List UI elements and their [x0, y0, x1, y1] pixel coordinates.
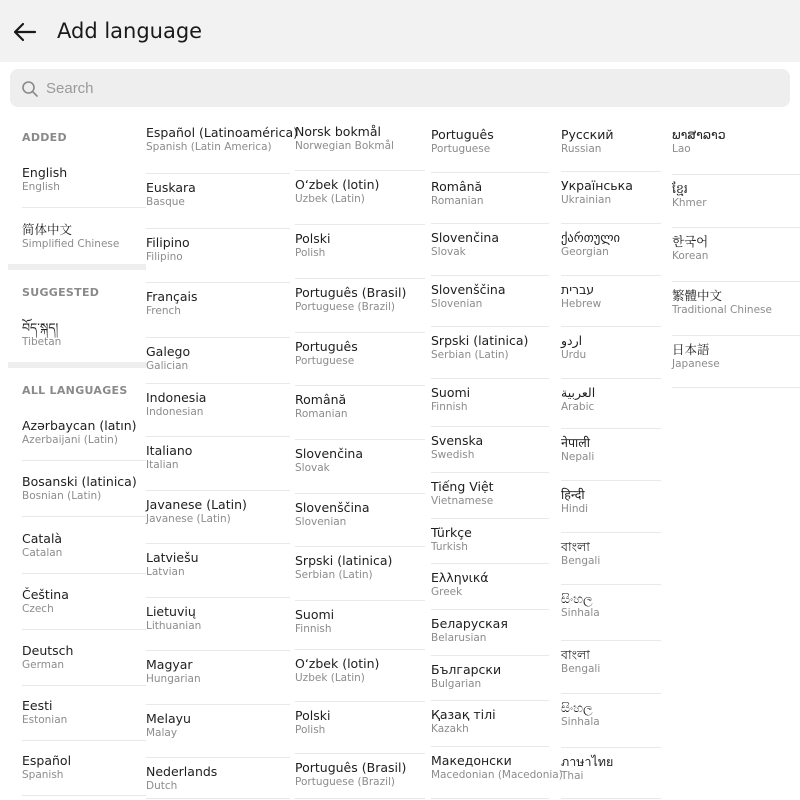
language-subtitle: Russian	[561, 143, 602, 155]
language-subtitle: Portuguese (Brazil)	[295, 776, 396, 788]
language-name: Українська	[561, 178, 633, 193]
divider	[295, 701, 425, 702]
language-name: Português	[431, 127, 494, 142]
language-name: Română	[431, 179, 483, 194]
list-item[interactable]	[561, 333, 586, 362]
language-name: Español (Latinoamérica)	[146, 125, 299, 140]
language-subtitle: Polish	[295, 247, 326, 259]
language-subtitle: Portuguese	[295, 355, 355, 367]
language-subtitle: Korean	[672, 250, 709, 262]
language-name: Azərbaycan (latın)	[22, 418, 137, 433]
list-item[interactable]	[22, 474, 137, 503]
list-item[interactable]	[146, 390, 206, 419]
list-item[interactable]	[22, 531, 62, 560]
list-item[interactable]	[431, 282, 506, 311]
list-item[interactable]	[431, 753, 563, 782]
section-label-suggested: SUGGESTED	[22, 286, 100, 299]
divider	[146, 704, 290, 705]
divider	[561, 378, 661, 379]
list-item[interactable]	[295, 339, 358, 368]
list-item[interactable]	[431, 433, 483, 462]
language-subtitle: Kazakh	[431, 723, 469, 735]
language-subtitle: English	[22, 181, 60, 193]
list-item[interactable]	[431, 230, 499, 259]
divider	[672, 335, 800, 336]
language-subtitle: Bengali	[561, 555, 601, 567]
language-name: Español	[22, 753, 72, 768]
list-item[interactable]	[431, 333, 528, 362]
divider	[672, 281, 800, 282]
divider	[295, 170, 425, 171]
language-subtitle: Norwegian Bokmål	[295, 140, 394, 152]
language-name: සිංහල	[561, 700, 593, 715]
language-subtitle: Japanese	[672, 358, 720, 370]
section-label-all: ALL LANGUAGES	[22, 384, 128, 397]
language-name: 한국어	[672, 234, 709, 249]
list-item[interactable]	[431, 525, 472, 554]
divider	[295, 332, 425, 333]
language-name: O‘zbek (lotin)	[295, 656, 380, 671]
divider	[22, 516, 146, 517]
language-subtitle: Vietnamese	[431, 495, 494, 507]
divider	[295, 649, 425, 650]
language-name: Français	[146, 289, 198, 304]
list-item[interactable]	[561, 700, 600, 729]
language-subtitle: Arabic	[561, 401, 595, 413]
language-subtitle: Slovak	[431, 246, 466, 258]
language-subtitle: Filipino	[146, 251, 183, 263]
list-item[interactable]	[295, 760, 406, 789]
language-name: Português	[295, 339, 358, 354]
language-subtitle: Malay	[146, 727, 178, 739]
language-name: Català	[22, 531, 63, 546]
divider	[146, 436, 290, 437]
search-icon	[21, 80, 39, 98]
language-name: Latviešu	[146, 550, 199, 565]
list-item[interactable]	[561, 487, 588, 516]
language-subtitle: Estonian	[22, 714, 68, 726]
divider	[295, 278, 425, 279]
divider	[146, 757, 290, 758]
list-item[interactable]	[146, 289, 198, 318]
list-item[interactable]	[672, 127, 726, 156]
language-name: עברית	[561, 282, 595, 297]
divider	[295, 224, 425, 225]
language-subtitle: Macedonian (Macedonia)	[431, 769, 563, 781]
divider	[295, 753, 425, 754]
list-item[interactable]	[561, 754, 613, 783]
list-item[interactable]	[295, 231, 330, 260]
divider	[431, 563, 549, 564]
language-name: Ελληνικά	[431, 570, 489, 585]
list-item[interactable]	[431, 662, 501, 691]
language-name: ພາສາລາວ	[672, 127, 726, 142]
list-item[interactable]	[146, 443, 192, 472]
divider	[561, 584, 661, 585]
language-subtitle: Turkish	[431, 541, 468, 553]
divider	[146, 282, 290, 283]
language-name: සිංහල	[561, 591, 593, 606]
list-item[interactable]	[22, 643, 73, 672]
language-name: English	[22, 165, 68, 180]
section-divider	[8, 362, 146, 368]
list-item[interactable]	[295, 124, 394, 153]
language-name: Deutsch	[22, 643, 74, 658]
language-name: Bosanski (latinica)	[22, 474, 137, 489]
language-subtitle: Bengali	[561, 663, 601, 675]
list-item[interactable]	[146, 711, 191, 740]
divider	[561, 480, 661, 481]
language-subtitle: Latvian	[146, 566, 185, 578]
list-item[interactable]	[295, 392, 348, 421]
language-subtitle: Slovak	[295, 462, 330, 474]
divider	[561, 171, 661, 172]
language-subtitle: Tibetan	[22, 336, 62, 348]
language-name: العربية	[561, 385, 596, 400]
divider	[431, 172, 549, 173]
divider	[22, 685, 146, 686]
divider	[431, 798, 549, 799]
list-item[interactable]	[561, 539, 600, 568]
language-name: Română	[295, 392, 347, 407]
language-subtitle: Dutch	[146, 780, 178, 792]
divider	[431, 700, 549, 701]
language-name: Македонски	[431, 753, 512, 768]
language-subtitle: Basque	[146, 196, 185, 208]
list-item[interactable]	[295, 553, 392, 582]
language-name: Javanese (Latin)	[146, 497, 247, 512]
divider	[431, 378, 549, 379]
divider	[146, 228, 290, 229]
language-name: 日本語	[672, 342, 710, 357]
language-subtitle: Sinhala	[561, 607, 600, 619]
language-name: हिन्दी	[561, 487, 585, 502]
language-subtitle: Urdu	[561, 349, 587, 361]
language-subtitle: Hebrew	[561, 298, 602, 310]
language-subtitle: Ukrainian	[561, 194, 612, 206]
language-name: 简体中文	[22, 222, 73, 237]
list-item[interactable]	[146, 497, 247, 526]
divider	[561, 693, 661, 694]
language-subtitle: Lithuanian	[146, 620, 202, 632]
divider	[22, 795, 146, 796]
language-subtitle: Serbian (Latin)	[295, 569, 373, 581]
language-subtitle: Galician	[146, 360, 189, 372]
language-name: Lietuvių	[146, 604, 196, 619]
language-subtitle: Bulgarian	[431, 678, 482, 690]
language-subtitle: Greek	[431, 586, 463, 598]
list-item[interactable]	[146, 125, 298, 154]
language-subtitle: Indonesian	[146, 406, 204, 418]
divider	[295, 385, 425, 386]
list-item[interactable]	[295, 656, 379, 685]
language-name: Tiếng Việt	[431, 479, 494, 494]
list-item[interactable]	[146, 180, 196, 209]
language-name: ภาษาไทย	[561, 754, 614, 769]
language-subtitle: Czech	[22, 603, 54, 615]
back-arrow-icon[interactable]	[10, 17, 40, 47]
divider	[431, 746, 549, 747]
list-item[interactable]	[431, 385, 470, 414]
list-item[interactable]	[295, 177, 379, 206]
list-item[interactable]	[431, 707, 496, 736]
list-item[interactable]	[561, 435, 594, 464]
language-name: Magyar	[146, 657, 193, 672]
language-name: ქართული	[561, 230, 621, 245]
language-subtitle: Swedish	[431, 449, 475, 461]
list-item[interactable]	[431, 570, 488, 599]
divider	[22, 629, 146, 630]
divider	[431, 655, 549, 656]
language-subtitle: Nepali	[561, 451, 595, 463]
divider	[561, 747, 661, 748]
list-item[interactable]	[431, 179, 484, 208]
divider	[146, 337, 290, 338]
divider	[295, 798, 425, 799]
language-subtitle: Romanian	[431, 195, 484, 207]
divider	[295, 546, 425, 547]
language-subtitle: Belarusian	[431, 632, 487, 644]
divider	[295, 493, 425, 494]
language-name: Suomi	[431, 385, 471, 400]
divider	[672, 174, 800, 175]
list-item[interactable]	[431, 127, 494, 156]
list-item[interactable]	[22, 222, 119, 251]
language-subtitle: Traditional Chinese	[672, 304, 772, 316]
divider	[561, 532, 661, 533]
language-subtitle: Spanish (Latin America)	[146, 141, 272, 153]
divider	[146, 597, 290, 598]
list-item[interactable]	[295, 607, 334, 636]
language-name: Srpski (latinica)	[295, 553, 393, 568]
divider	[672, 227, 800, 228]
divider	[22, 207, 146, 208]
divider	[146, 650, 290, 651]
language-name: Galego	[146, 344, 191, 359]
language-subtitle: Sinhala	[561, 716, 600, 728]
language-name: Italiano	[146, 443, 193, 458]
list-item[interactable]	[672, 288, 772, 317]
language-subtitle: Slovenian	[295, 516, 347, 528]
list-item[interactable]	[146, 657, 201, 686]
divider	[295, 439, 425, 440]
list-item[interactable]	[561, 591, 600, 620]
language-name: Srpski (latinica)	[431, 333, 529, 348]
language-subtitle: Simplified Chinese	[22, 238, 120, 250]
language-name: Filipino	[146, 235, 190, 250]
language-name: Português (Brasil)	[295, 285, 407, 300]
section-label-added: ADDED	[22, 131, 67, 144]
divider	[561, 223, 661, 224]
language-subtitle: Slovenian	[431, 298, 483, 310]
list-item[interactable]	[295, 446, 363, 475]
list-item[interactable]	[561, 385, 595, 414]
language-subtitle: German	[22, 659, 65, 671]
divider	[146, 490, 290, 491]
language-name: नेपाली	[561, 435, 590, 450]
language-name: Português (Brasil)	[295, 760, 407, 775]
language-name: اردو	[561, 333, 583, 348]
language-subtitle: Finnish	[295, 623, 332, 635]
divider	[561, 428, 661, 429]
language-subtitle: Uzbek (Latin)	[295, 672, 365, 684]
divider	[561, 640, 661, 641]
list-item[interactable]	[146, 604, 201, 633]
list-item[interactable]	[672, 181, 707, 210]
language-name: Қазақ тілі	[431, 707, 496, 722]
page-title: Add language	[57, 19, 203, 43]
language-subtitle: Romanian	[295, 408, 348, 420]
language-name: Polski	[295, 231, 331, 246]
language-name: Svenska	[431, 433, 484, 448]
language-name: Suomi	[295, 607, 335, 622]
language-name: Slovenščina	[295, 500, 370, 515]
language-subtitle: Finnish	[431, 401, 468, 413]
language-subtitle: Portuguese (Brazil)	[295, 301, 396, 313]
language-name: O‘zbek (lotin)	[295, 177, 380, 192]
list-item[interactable]	[22, 320, 61, 349]
list-item[interactable]	[295, 285, 406, 314]
list-item[interactable]	[146, 344, 190, 373]
language-subtitle: Bosnian (Latin)	[22, 490, 102, 502]
section-divider	[8, 264, 146, 270]
list-item[interactable]	[295, 708, 330, 737]
list-item[interactable]	[431, 616, 508, 645]
list-item[interactable]	[146, 235, 190, 264]
list-item[interactable]	[22, 587, 69, 616]
list-item[interactable]	[561, 230, 620, 259]
list-item[interactable]	[561, 127, 613, 156]
app-header	[0, 0, 800, 62]
search-input[interactable]	[46, 72, 746, 104]
language-name: বাংলা	[561, 539, 590, 554]
divider	[22, 573, 146, 574]
language-name: Eesti	[22, 698, 53, 713]
language-subtitle: Thai	[561, 770, 584, 782]
language-subtitle: Polish	[295, 724, 326, 736]
list-item[interactable]	[672, 342, 720, 371]
language-name: Čeština	[22, 587, 69, 602]
list-item[interactable]	[561, 647, 600, 676]
language-name: བོད་སྐད།	[22, 320, 59, 335]
language-subtitle: Hungarian	[146, 673, 201, 685]
language-subtitle: Hindi	[561, 503, 589, 515]
language-subtitle: Portuguese	[431, 143, 491, 155]
divider	[431, 275, 549, 276]
list-item[interactable]	[22, 418, 137, 447]
language-subtitle: Italian	[146, 459, 179, 471]
divider	[146, 383, 290, 384]
list-item[interactable]	[22, 753, 71, 782]
list-item[interactable]	[672, 234, 708, 263]
divider	[146, 798, 290, 799]
divider	[561, 275, 661, 276]
language-name: ខ្មែរ	[672, 181, 688, 196]
list-item[interactable]	[22, 165, 67, 194]
language-subtitle: Uzbek (Latin)	[295, 193, 365, 205]
language-subtitle: Spanish	[22, 769, 64, 781]
language-name: Slovenščina	[431, 282, 506, 297]
list-item[interactable]	[146, 764, 217, 793]
language-name: Български	[431, 662, 502, 677]
divider	[431, 326, 549, 327]
language-subtitle: Khmer	[672, 197, 707, 209]
list-item[interactable]	[561, 178, 633, 207]
language-subtitle: Azerbaijani (Latin)	[22, 434, 118, 446]
language-name: বাংলা	[561, 647, 590, 662]
language-subtitle: Javanese (Latin)	[146, 513, 231, 525]
language-subtitle: Georgian	[561, 246, 609, 258]
divider	[561, 798, 661, 799]
language-subtitle: Serbian (Latin)	[431, 349, 509, 361]
language-name: Türkçe	[431, 525, 472, 540]
divider	[22, 460, 146, 461]
divider	[146, 173, 290, 174]
divider	[431, 472, 549, 473]
language-name: Slovenčina	[431, 230, 499, 245]
language-name: Русский	[561, 127, 614, 142]
divider	[561, 326, 661, 327]
divider	[146, 543, 290, 544]
language-name: Euskara	[146, 180, 196, 195]
language-subtitle: French	[146, 305, 181, 317]
language-name: Беларуская	[431, 616, 508, 631]
language-name: Polski	[295, 708, 331, 723]
language-name: 繁體中文	[672, 288, 723, 303]
list-item[interactable]	[22, 698, 67, 727]
divider	[672, 387, 800, 388]
list-item[interactable]	[431, 479, 494, 508]
list-item[interactable]	[561, 282, 601, 311]
language-name: Slovenčina	[295, 446, 363, 461]
language-name: Norsk bokmål	[295, 124, 381, 139]
language-name: Nederlands	[146, 764, 218, 779]
language-name: Melayu	[146, 711, 191, 726]
divider	[431, 518, 549, 519]
language-subtitle: Lao	[672, 143, 691, 155]
language-subtitle: Catalan	[22, 547, 63, 559]
list-item[interactable]	[295, 500, 370, 529]
divider	[295, 600, 425, 601]
divider	[431, 223, 549, 224]
language-name: Indonesia	[146, 390, 207, 405]
divider	[431, 609, 549, 610]
list-item[interactable]	[146, 550, 199, 579]
divider	[431, 426, 549, 427]
divider	[22, 740, 146, 741]
